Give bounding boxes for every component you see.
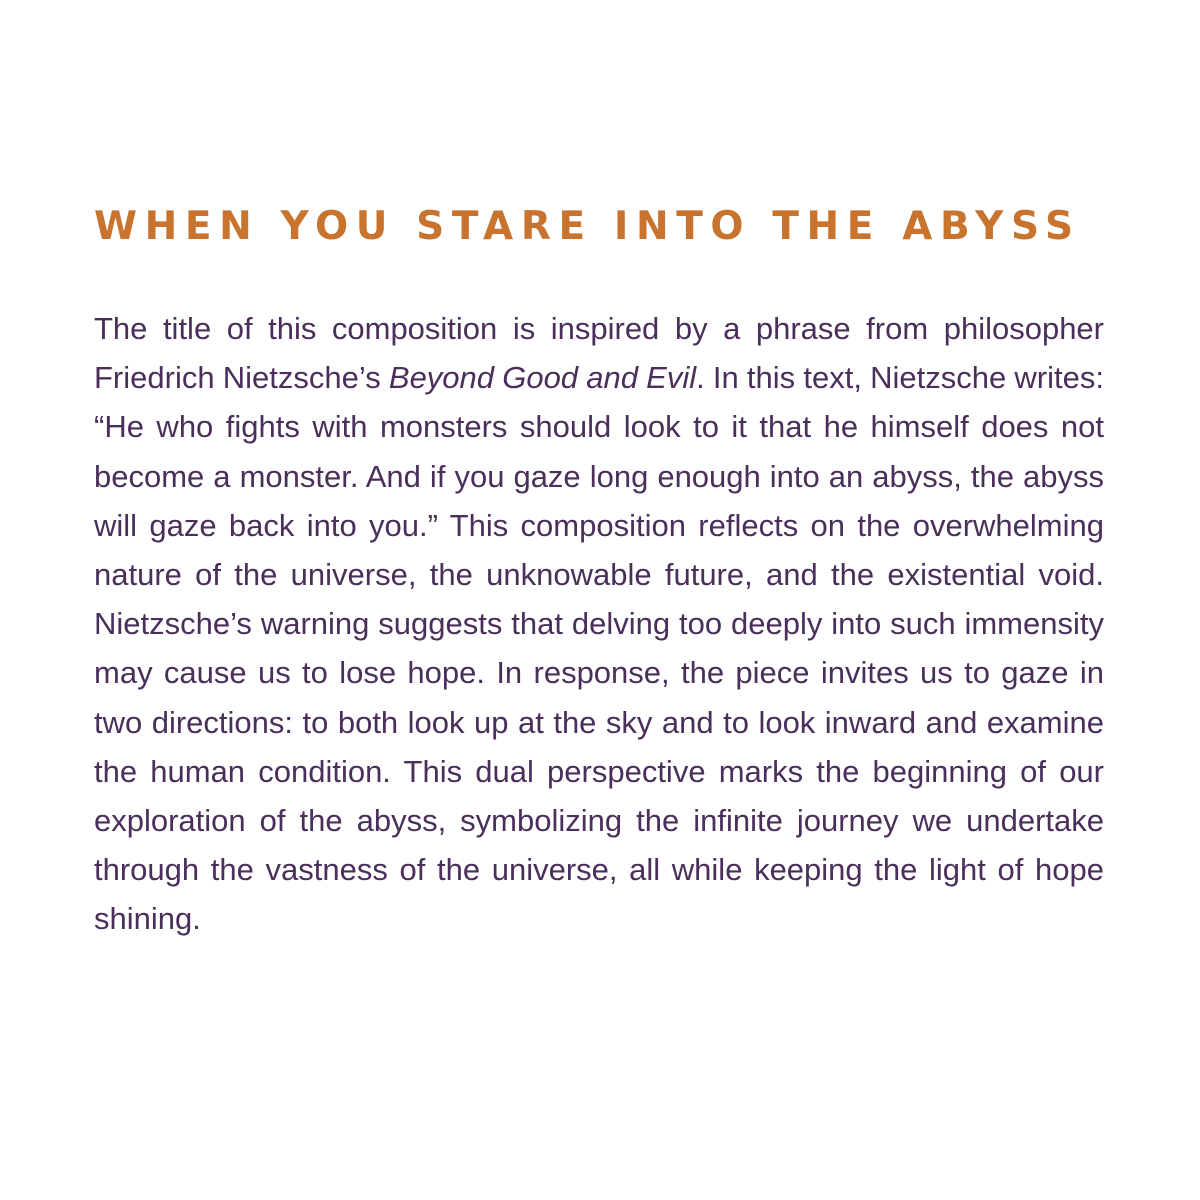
book-title: Beyond Good and Evil <box>388 360 697 396</box>
page-title: WHEN YOU STARE INTO THE ABYSS <box>94 204 1081 249</box>
body-text-part2: . In this text, Nietzsche writes: “He who fights with monsters should look to it that he himself does not become a monster. And if you gaze long enough into an abyss, the abyss will gaze back into you.” This composition reflects on the overwhelming nature of the universe, the unknowable future, and the existential void. Nietzsche’s warning suggests that delving too deeply into such immensity may cause us to lose hope. In response, the piece invites us to gaze in two directions: to both look up at the sky and to look inward and examine the human condition. This dual perspective marks the beginning of our exploration of the abyss, symbolizing the infinite journey we undertake through the vastness of the universe, all while keeping the light of hope shining. <box>94 360 1104 937</box>
body-text-part1: The title of this composition is inspired by a phrase from philosopher Friedrich Nietzsche’s <box>94 311 1104 396</box>
body-paragraph <box>94 304 1104 944</box>
